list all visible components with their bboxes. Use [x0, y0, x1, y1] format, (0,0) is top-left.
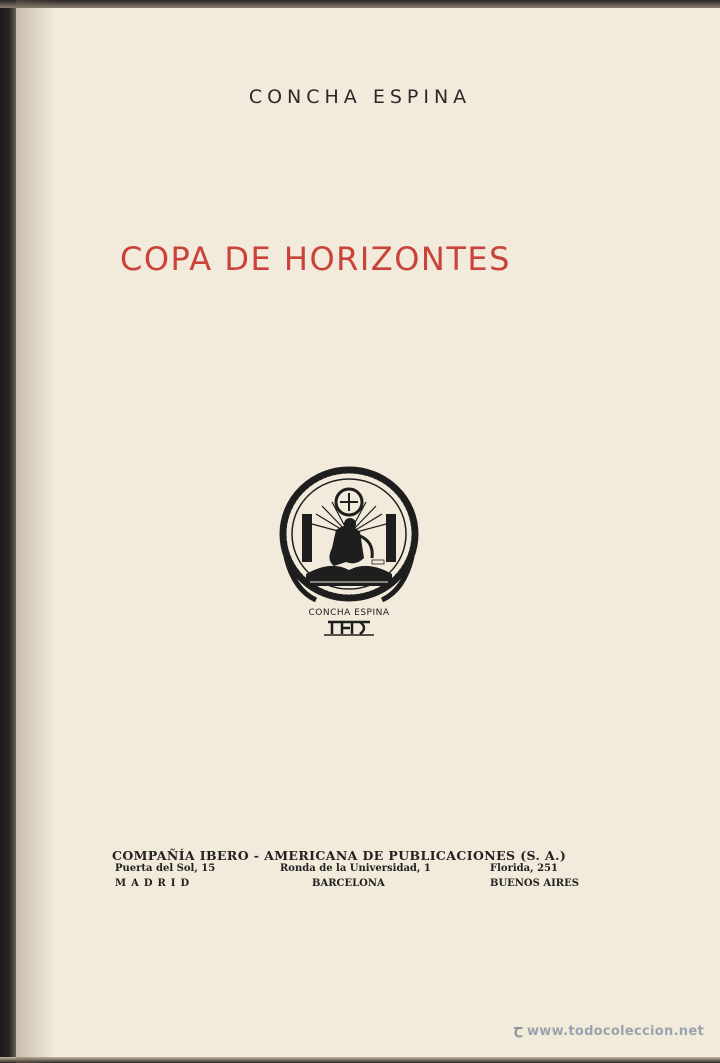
book-title: COPA DE HORIZONTES — [120, 240, 511, 278]
address-madrid: Puerta del Sol, 15 — [115, 863, 216, 874]
tc-logo-icon: ꞇ — [513, 1021, 523, 1042]
address-barcelona: Ronda de la Universidad, 1 — [280, 863, 431, 874]
address-row — [112, 863, 592, 878]
watermark — [514, 1019, 704, 1043]
book-spine-edge — [0, 0, 16, 1063]
publisher-imprint — [112, 848, 592, 893]
gutter-shadow — [16, 0, 56, 1063]
publisher-emblem — [276, 462, 422, 642]
watermark-text: www.todocoleccion.net — [526, 1024, 704, 1039]
author-name: CONCHA ESPINA — [248, 86, 472, 108]
publisher-name: COMPAÑÍA IBERO - AMERICANA DE PUBLICACIONES (S. A.) — [112, 848, 567, 863]
city-buenos-aires: BUENOS AIRES — [490, 878, 579, 889]
cities-row — [112, 878, 592, 893]
emblem-caption: CONCHA ESPINA — [308, 608, 390, 618]
city-madrid: MADRID — [115, 878, 195, 889]
city-barcelona: BARCELONA — [312, 878, 385, 889]
page-top-edge — [0, 0, 720, 8]
address-buenos-aires: Florida, 251 — [490, 863, 558, 874]
page-bottom-edge — [0, 1057, 720, 1063]
